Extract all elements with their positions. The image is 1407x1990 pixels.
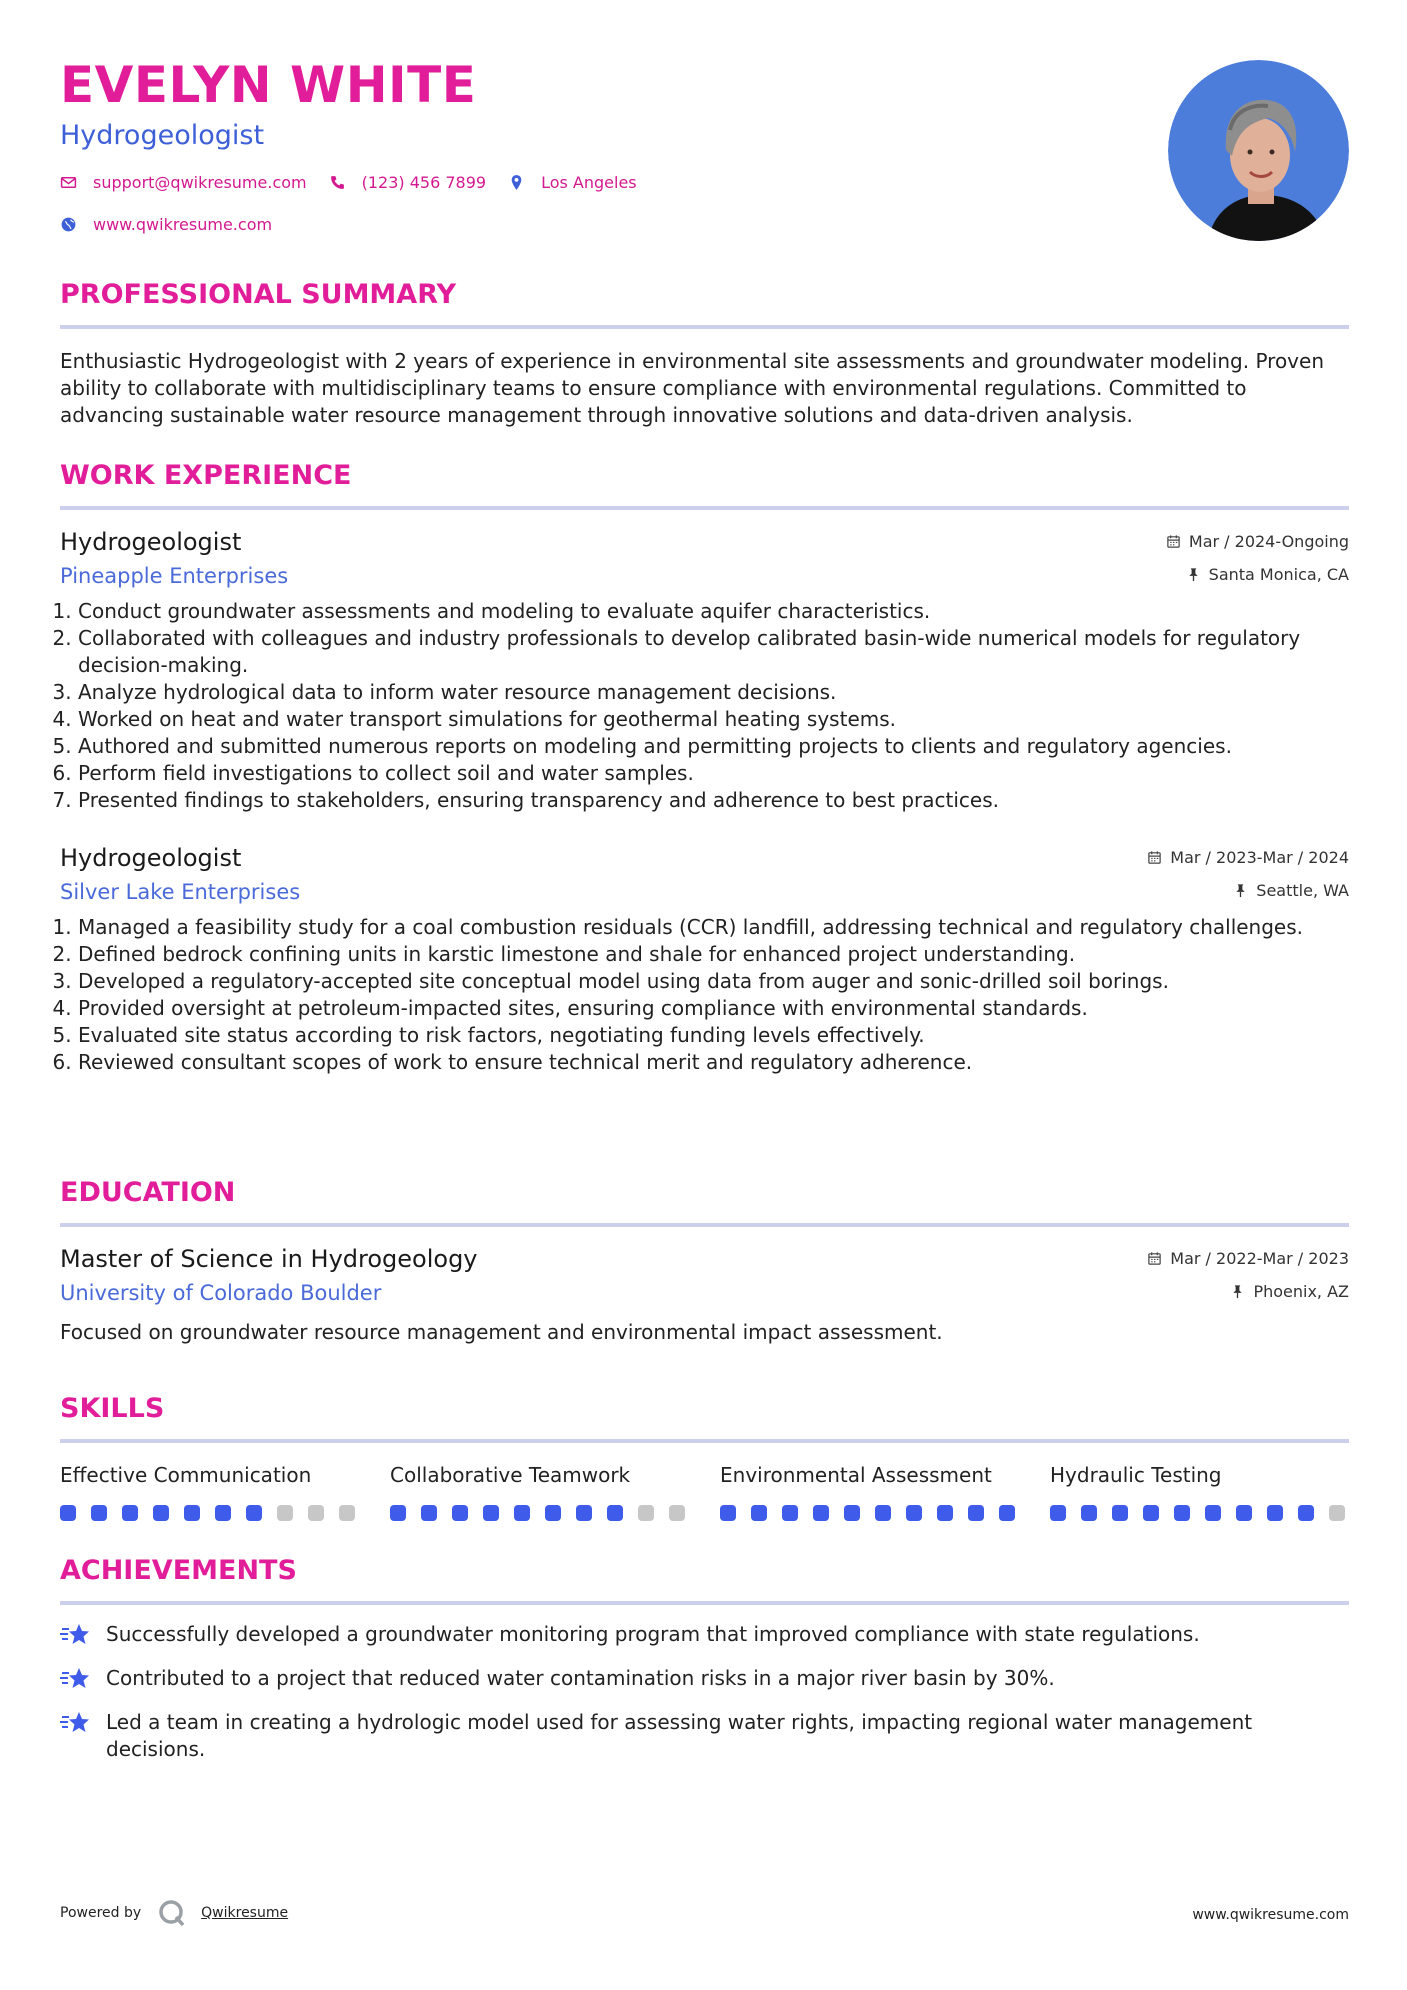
list-item: 5. Authored and submitted numerous reports on modeling and permitting projects to clients and regulatory agencies. — [78, 733, 1349, 760]
rating-dot-filled — [1205, 1505, 1221, 1521]
envelope-icon — [60, 174, 77, 191]
skill-item — [390, 1463, 720, 1521]
section-divider — [60, 325, 1349, 329]
email-text: support@qwikresume.com — [93, 173, 307, 192]
rating-dot-filled — [576, 1505, 592, 1521]
achievement-text: Successfully developed a groundwater monitoring program that improved compliance with state regulations. — [106, 1622, 1200, 1647]
rating-dot-filled — [937, 1505, 953, 1521]
job-header — [60, 528, 1349, 598]
rating-dot-filled — [91, 1505, 107, 1521]
summary-section — [60, 279, 1349, 429]
rating-dot-filled — [875, 1505, 891, 1521]
rating-dot-filled — [1267, 1505, 1283, 1521]
rating-dot-empty — [638, 1505, 654, 1521]
location-item — [508, 173, 637, 192]
achievement-item — [60, 1709, 1349, 1763]
rating-dot-empty — [669, 1505, 685, 1521]
list-item: 2. Collaborated with colleagues and industry professionals to develop calibrated basin-wide numerical models for regulatory decision-making. — [78, 625, 1349, 679]
education-header — [60, 1245, 1349, 1315]
rating-dot-filled — [246, 1505, 262, 1521]
rating-dot-filled — [215, 1505, 231, 1521]
rating-dot-filled — [153, 1505, 169, 1521]
rating-dot-filled — [452, 1505, 468, 1521]
section-title: WORK EXPERIENCE — [60, 460, 352, 491]
job-location-text: Seattle, WA — [1256, 881, 1349, 901]
location-text: Los Angeles — [541, 173, 637, 192]
job-date — [1166, 532, 1349, 551]
section-title: PROFESSIONAL SUMMARY — [60, 279, 457, 310]
qwikresume-logo-icon — [157, 1898, 187, 1928]
website-row — [60, 215, 294, 234]
phone-item[interactable] — [329, 173, 486, 192]
achievement-item — [60, 1665, 1349, 1693]
list-item: 3. Developed a regulatory-accepted site conceptual model using data from auger and sonic-drilled soil borings. — [78, 968, 1349, 995]
rating-dot-empty — [277, 1505, 293, 1521]
rating-dot-filled — [1298, 1505, 1314, 1521]
rating-dot-filled — [421, 1505, 437, 1521]
section-divider — [60, 1223, 1349, 1227]
section-title: ACHIEVEMENTS — [60, 1555, 297, 1586]
education-date-text: Mar / 2022-Mar / 2023 — [1170, 1249, 1349, 1269]
job-title: Hydrogeologist — [60, 844, 242, 873]
rating-dot-filled — [720, 1505, 736, 1521]
calendar-icon — [1166, 534, 1181, 549]
job-date-text: Mar / 2024-Ongoing — [1188, 532, 1349, 552]
rating-dot-empty — [339, 1505, 355, 1521]
list-item: 6. Perform field investigations to collect soil and water samples. — [78, 760, 1349, 787]
rating-dot-filled — [122, 1505, 138, 1521]
rating-dot-filled — [1081, 1505, 1097, 1521]
job-bullets — [60, 914, 1349, 1076]
resume-page — [60, 0, 1349, 1990]
skill-item — [60, 1463, 390, 1521]
phone-text: (123) 456 7899 — [361, 173, 487, 192]
rating-dot-filled — [607, 1505, 623, 1521]
education-description: Focused on groundwater resource management and environmental impact assessment. — [60, 1320, 943, 1345]
rating-dot-filled — [514, 1505, 530, 1521]
profile-photo — [1168, 60, 1349, 241]
skills-section — [60, 1393, 1349, 1521]
skill-rating — [1050, 1505, 1349, 1521]
skill-item — [1050, 1463, 1349, 1521]
experience-section — [60, 460, 1349, 1076]
skills-list — [60, 1463, 1349, 1521]
job-entry — [60, 528, 1349, 814]
rating-dot-filled — [1112, 1505, 1128, 1521]
pin-icon — [1230, 1284, 1245, 1299]
job-company: Silver Lake Enterprises — [60, 880, 301, 905]
achievement-item — [60, 1621, 1349, 1649]
list-item: 5. Evaluated site status according to risk factors, negotiating funding levels effectively. — [78, 1022, 1349, 1049]
job-entry — [60, 844, 1349, 1076]
pin-icon — [1233, 883, 1248, 898]
skill-name: Hydraulic Testing — [1050, 1463, 1222, 1488]
skill-rating — [390, 1505, 720, 1521]
email-item[interactable] — [60, 173, 307, 192]
list-item: 1. Managed a feasibility study for a coal combustion residuals (CCR) landfill, addressing technical and regulatory challenges. — [78, 914, 1349, 941]
rating-dot-filled — [184, 1505, 200, 1521]
school-name: University of Colorado Boulder — [60, 1281, 382, 1306]
job-company: Pineapple Enterprises — [60, 564, 289, 589]
list-item: 7. Presented findings to stakeholders, ensuring transparency and adherence to best practices. — [78, 787, 1349, 814]
achievement-text: Contributed to a project that reduced water contamination risks in a major river basin by 30%. — [106, 1666, 1055, 1691]
rating-dot-filled — [813, 1505, 829, 1521]
summary-text: Enthusiastic Hydrogeologist with 2 years of experience in environmental site assessments and groundwater modeling. Proven ability to collaborate with multidisciplinary teams to ensure compliance with environmental regulations. Committed to advancing sustainable water resource management through innovative solutions and data-driven analysis. — [60, 349, 1324, 428]
section-divider — [60, 1439, 1349, 1443]
rating-dot-filled — [999, 1505, 1015, 1521]
list-item: 3. Analyze hydrological data to inform water resource management decisions. — [78, 679, 1349, 706]
website-item[interactable] — [60, 215, 272, 234]
list-item: 4. Provided oversight at petroleum-impacted sites, ensuring compliance with environmental standards. — [78, 995, 1349, 1022]
education-section — [60, 1177, 1349, 1346]
education-location — [1230, 1282, 1349, 1301]
star-icon — [60, 1621, 90, 1649]
rating-dot-filled — [1174, 1505, 1190, 1521]
job-date — [1147, 848, 1349, 867]
candidate-name: EVELYN WHITE — [60, 56, 477, 114]
candidate-role: Hydrogeologist — [60, 120, 265, 151]
education-location-text: Phoenix, AZ — [1253, 1282, 1349, 1302]
section-divider — [60, 1601, 1349, 1605]
list-item: 1. Conduct groundwater assessments and modeling to evaluate aquifer characteristics. — [78, 598, 1349, 625]
rating-dot-filled — [751, 1505, 767, 1521]
brand-link[interactable]: Qwikresume — [201, 1905, 289, 1921]
map-marker-icon — [508, 174, 525, 191]
rating-dot-filled — [483, 1505, 499, 1521]
star-icon — [60, 1709, 90, 1737]
phone-icon — [329, 174, 346, 191]
skill-name: Effective Communication — [60, 1463, 312, 1488]
job-location — [1186, 565, 1349, 584]
footer-site-link[interactable]: www.qwikresume.com — [1192, 1907, 1349, 1923]
job-location — [1233, 881, 1349, 900]
rating-dot-filled — [1143, 1505, 1159, 1521]
pin-icon — [1186, 567, 1201, 582]
rating-dot-filled — [968, 1505, 984, 1521]
education-date — [1147, 1249, 1349, 1268]
rating-dot-filled — [1236, 1505, 1252, 1521]
achievements-list — [60, 1621, 1349, 1763]
rating-dot-filled — [390, 1505, 406, 1521]
footer-branding — [60, 1898, 288, 1928]
rating-dot-empty — [1329, 1505, 1345, 1521]
skill-rating — [720, 1505, 1050, 1521]
rating-dot-empty — [308, 1505, 324, 1521]
achievement-text: Led a team in creating a hydrologic model used for assessing water rights, impacting regional water management decisions. — [106, 1710, 1253, 1762]
achievements-section — [60, 1555, 1349, 1763]
job-title: Hydrogeologist — [60, 528, 242, 557]
powered-by-label: Powered by — [60, 1905, 142, 1921]
job-date-text: Mar / 2023-Mar / 2024 — [1170, 848, 1349, 868]
calendar-icon — [1147, 1251, 1162, 1266]
job-bullets — [60, 598, 1349, 814]
skill-name: Environmental Assessment — [720, 1463, 992, 1488]
list-item: 2. Defined bedrock confining units in karstic limestone and shale for enhanced project understanding. — [78, 941, 1349, 968]
rating-dot-filled — [545, 1505, 561, 1521]
skill-name: Collaborative Teamwork — [390, 1463, 631, 1488]
degree-title: Master of Science in Hydrogeology — [60, 1245, 478, 1274]
website-text: www.qwikresume.com — [93, 215, 273, 234]
section-title: EDUCATION — [60, 1177, 236, 1208]
rating-dot-filled — [782, 1505, 798, 1521]
rating-dot-filled — [60, 1505, 76, 1521]
skill-item — [720, 1463, 1050, 1521]
section-divider — [60, 506, 1349, 510]
section-title: SKILLS — [60, 1393, 165, 1424]
education-entry — [60, 1245, 1349, 1346]
skill-rating — [60, 1505, 390, 1521]
list-item: 6. Reviewed consultant scopes of work to ensure technical merit and regulatory adherence. — [78, 1049, 1349, 1076]
calendar-icon — [1147, 850, 1162, 865]
rating-dot-filled — [1050, 1505, 1066, 1521]
contact-row — [60, 173, 659, 192]
star-icon — [60, 1665, 90, 1693]
list-item: 4. Worked on heat and water transport simulations for geothermal heating systems. — [78, 706, 1349, 733]
job-header — [60, 844, 1349, 914]
rating-dot-filled — [906, 1505, 922, 1521]
globe-icon — [60, 216, 77, 233]
job-location-text: Santa Monica, CA — [1208, 565, 1349, 585]
rating-dot-filled — [844, 1505, 860, 1521]
